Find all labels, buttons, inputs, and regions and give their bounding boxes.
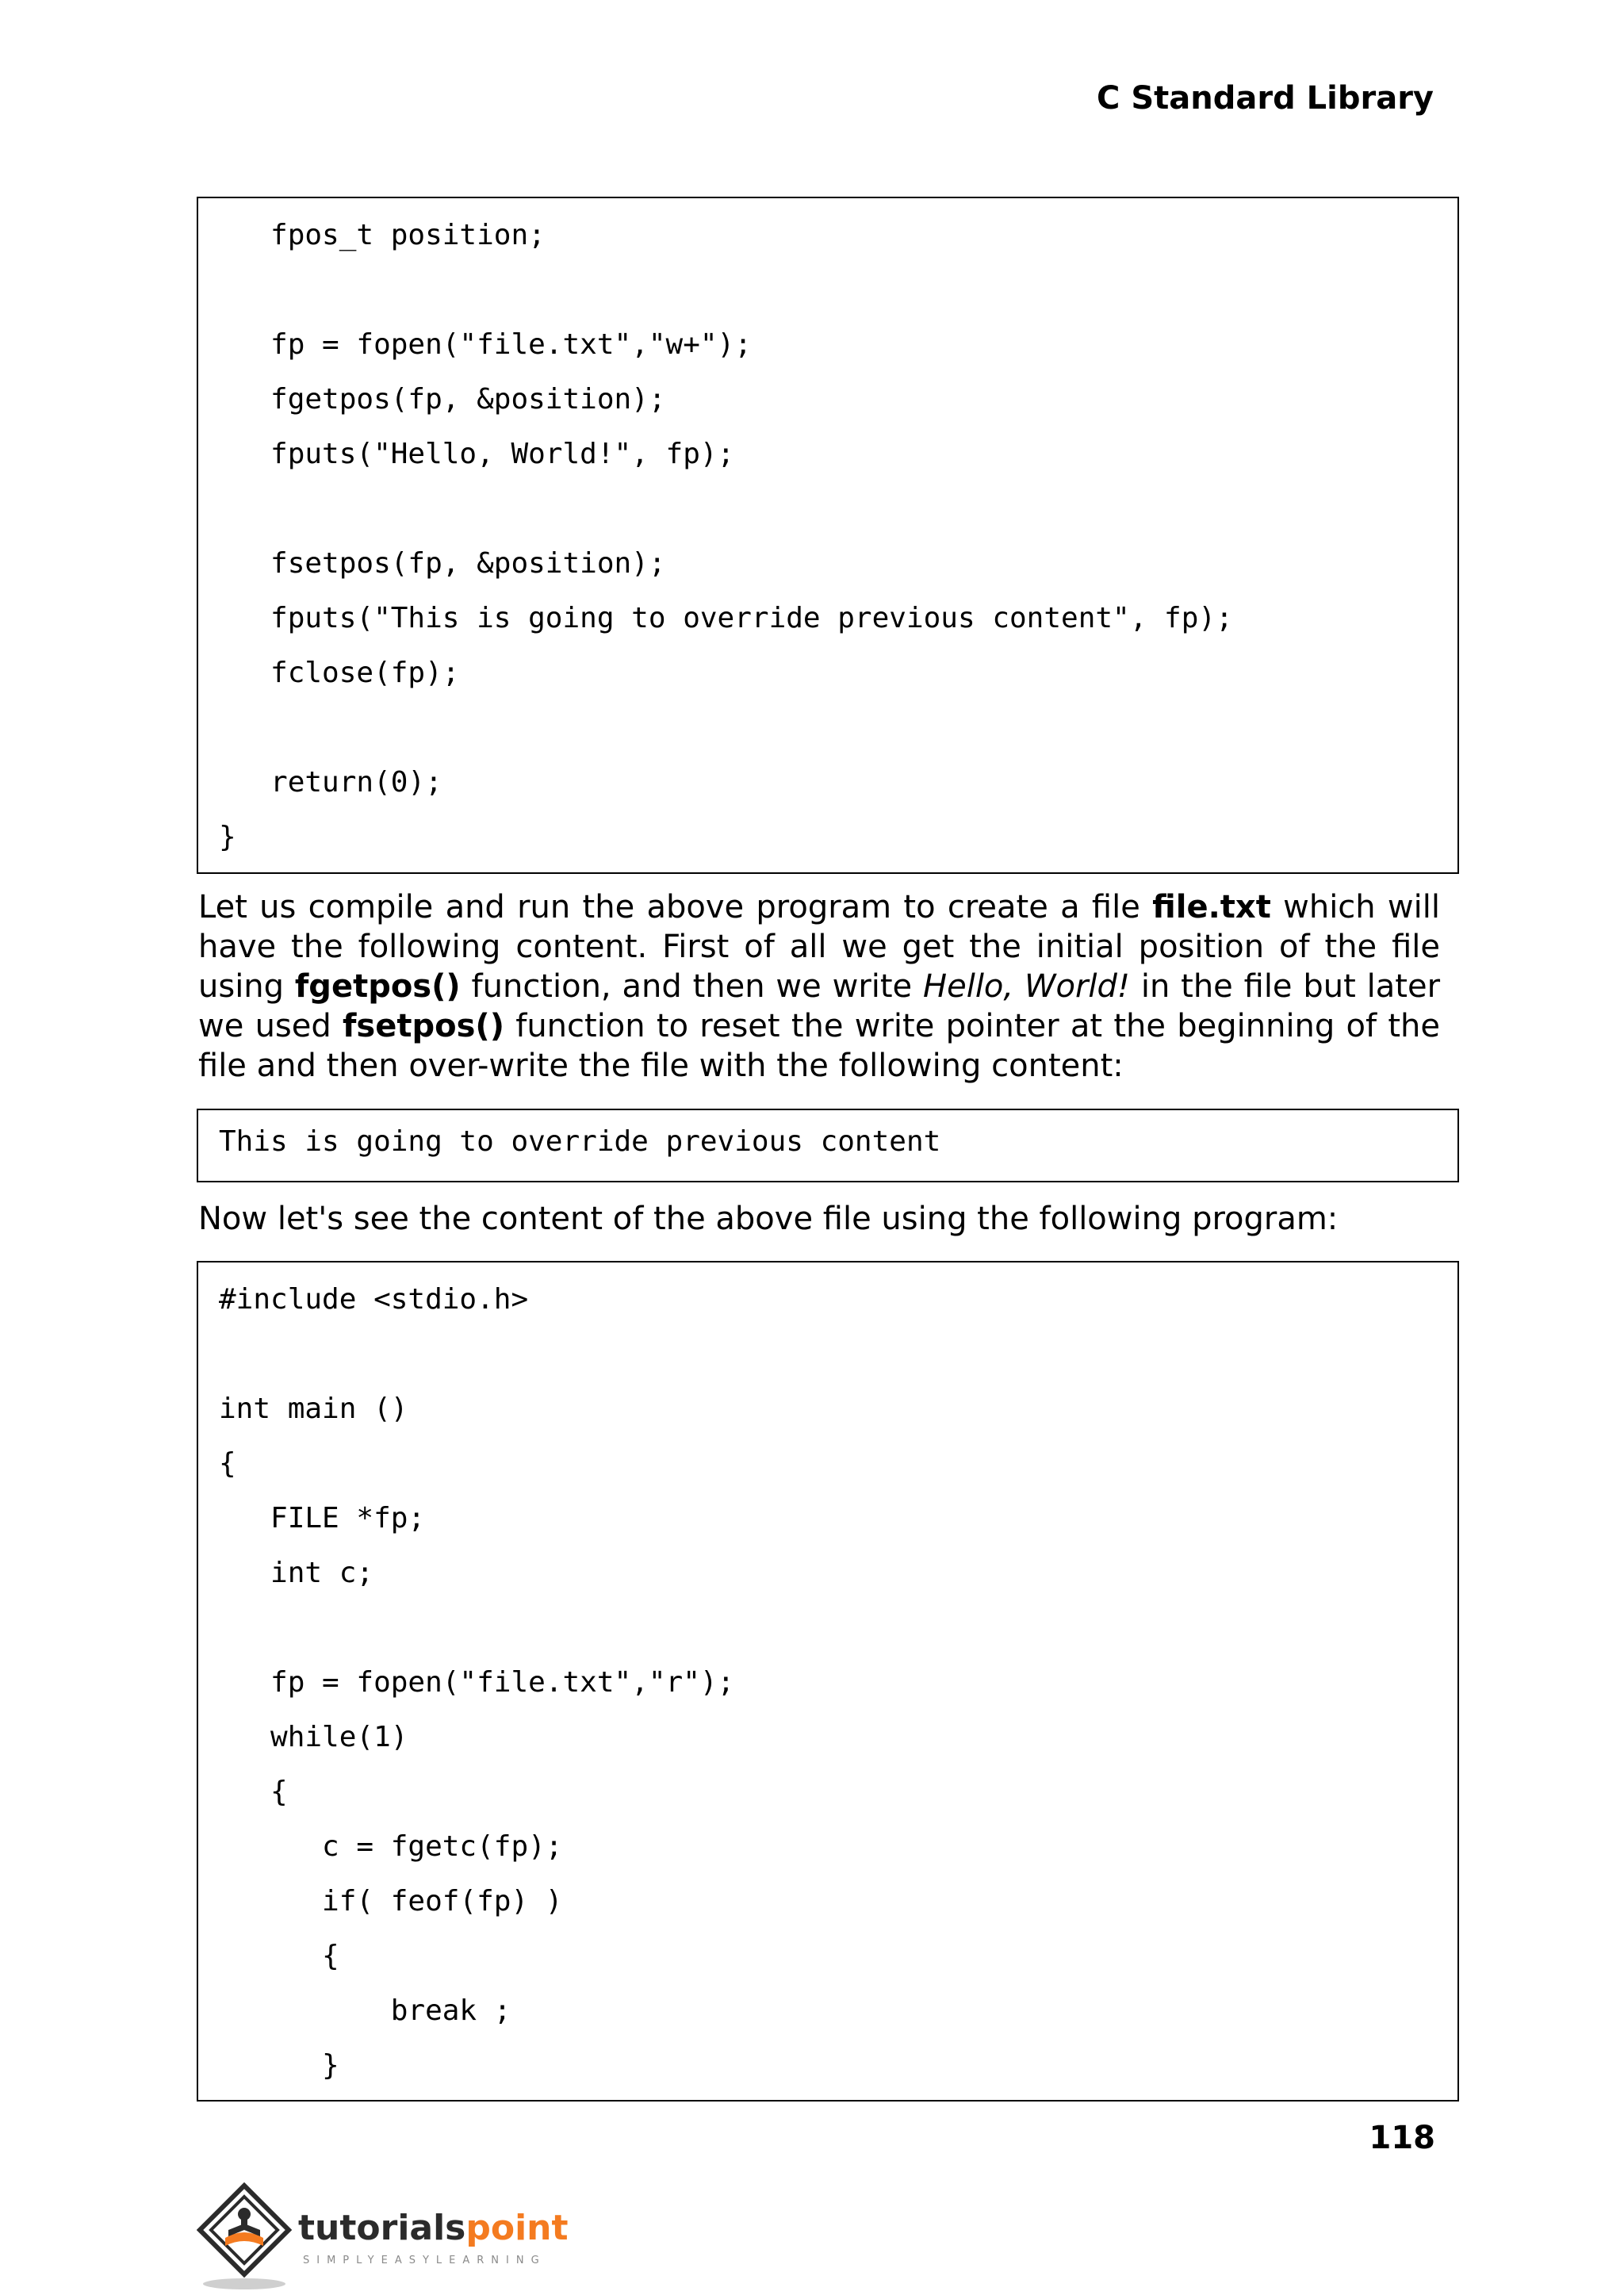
fsetpos-bold: fsetpos()	[343, 1008, 504, 1044]
code-block-1	[197, 197, 1459, 874]
code-line: fp = fopen("file.txt","r");	[219, 1666, 735, 1699]
code-line: return(0);	[219, 766, 442, 799]
logo-text-tutorials: tutorials	[298, 2208, 466, 2248]
code-line	[219, 262, 1437, 317]
code-line: }	[219, 2049, 339, 2082]
paragraph-text: function, and then we write	[460, 968, 924, 1005]
page-number: 118	[1369, 2120, 1435, 2156]
code-line	[219, 1327, 1437, 1381]
code-block-2	[197, 1109, 1459, 1182]
code-line: fputs("This is going to override previous content", fp);	[219, 602, 1233, 634]
code-line: fp = fopen("file.txt","w+");	[219, 328, 752, 361]
code-line	[219, 481, 1437, 536]
code-line: {	[219, 1940, 339, 1972]
intro-paragraph: Now let's see the content of the above file using the following program:	[198, 1201, 1339, 1237]
code-line: FILE *fp;	[219, 1502, 426, 1534]
code-line: fpos_t position;	[219, 219, 546, 251]
code-line: }	[219, 821, 236, 853]
code-line: if( feof(fp) )	[219, 1885, 563, 1918]
code-line: while(1)	[219, 1721, 408, 1753]
code-line: {	[219, 1447, 236, 1480]
code-block-3	[197, 1261, 1459, 2102]
code-line: fputs("Hello, World!", fp);	[219, 438, 735, 470]
paragraph-text: function to reset the write pointer at the beginning of the file and then over-write the file with the following content:	[198, 1008, 1440, 1084]
paragraph-text: in the file but later we used	[198, 968, 1441, 1044]
code-line: fclose(fp);	[219, 657, 460, 689]
hello-world-italic: Hello, World!	[923, 968, 1130, 1005]
logo-tagline: SIMPLYEASYLEARNING	[303, 2255, 546, 2266]
code-line	[219, 1600, 1437, 1655]
svg-text:tutorialspoint	[298, 2208, 569, 2248]
code-line: int main ()	[219, 1393, 408, 1425]
code-line: break ;	[219, 1994, 511, 2027]
logo-text-point: point	[465, 2208, 569, 2248]
code-line: fsetpos(fp, &position);	[219, 547, 666, 580]
page-header-title: C Standard Library	[1097, 80, 1434, 117]
file-name-bold: file.txt	[1152, 889, 1271, 925]
code-line: {	[219, 1776, 288, 1808]
paragraph-text: which will have the following content. First of all we get the initial position of the file using	[198, 889, 1440, 1005]
fgetpos-bold: fgetpos()	[294, 968, 461, 1005]
paragraph-text: Let us compile and run the above program to create a file	[198, 889, 1153, 925]
code-line: fgetpos(fp, &position);	[219, 383, 666, 416]
code-line	[219, 700, 1437, 755]
tutorialspoint-logo	[197, 2182, 577, 2293]
code-line: c = fgetc(fp);	[219, 1830, 563, 1863]
code-line: int c;	[219, 1557, 374, 1589]
code-line: This is going to override previous content	[219, 1125, 941, 1158]
explanation-paragraph	[198, 887, 1440, 1086]
code-line: #include <stdio.h>	[219, 1283, 529, 1316]
